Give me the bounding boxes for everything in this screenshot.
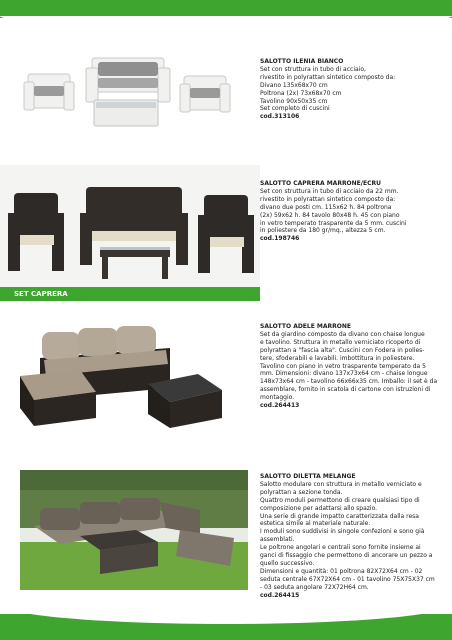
- product-line: polyrattan a sezione tonda.: [260, 488, 343, 496]
- product-line: Set completo di cuscini: [260, 105, 330, 113]
- product-desc-diletta: [260, 473, 440, 600]
- product-line: e tavolino. Struttura in metallo verniciato ricoperto di: [260, 338, 421, 346]
- product-desc-ilenia: [260, 58, 440, 121]
- product-line: mm. Dimensioni: divano 137x73x64 cm - chaise longue: [260, 370, 428, 378]
- product-line: estetica simile al materiale naturale.: [260, 520, 371, 528]
- product-line: Le poltrone angolari e centrali sono fornite insieme ai: [260, 544, 421, 552]
- bottom-green-band: [0, 614, 452, 640]
- product-line: Quattro moduli permettono di creare qualsiasi tipo di: [260, 496, 420, 504]
- product-line: Salotto modulare con struttura in metallo verniciato e: [260, 480, 422, 488]
- product-title: SALOTTO ILENIA BIANCO: [260, 58, 344, 65]
- product-line: quello successivo.: [260, 559, 315, 567]
- product-title: SALOTTO ADELE MARRONE: [260, 323, 351, 330]
- product-desc-adele: [260, 323, 440, 410]
- product-line: tere, sfoderabili e lavabili. imbottitura in poliestere.: [260, 354, 415, 362]
- product-code: cod.198746: [260, 235, 300, 243]
- top-green-band: [0, 0, 452, 18]
- product-title: SALOTTO DILETTA MELANGE: [260, 473, 356, 480]
- page-number: 4: [20, 621, 27, 632]
- product-line: Tavolino con piano in vetro trasparente temperato da 5: [260, 362, 426, 370]
- product-line: seduta centrale 67X72X64 cm - 01 tavolino 75X75X37 cm: [260, 575, 435, 583]
- product-line: Set da giardino composto da divano con chaise longue: [260, 330, 425, 338]
- product-line: Dimensioni e quantità: 01 poltrona 82X72X64 cm - 02: [260, 567, 423, 575]
- product-line: Tavolino 90x50x35 cm: [260, 97, 328, 105]
- product-line: assemblati.: [260, 536, 295, 544]
- set-label-caprera: SET CAPRERA: [0, 287, 260, 301]
- product-line: divano due posti cm. 115x62 h. 84 poltrona: [260, 203, 392, 211]
- product-line: I moduli sono suddivisi in singole confezioni e sono già: [260, 528, 425, 536]
- product-line: Una serie di grande impatto caratterizzata dalla resa: [260, 512, 419, 520]
- product-line: ganci di fissaggio che permettono di ancorare un pezzo a: [260, 552, 433, 560]
- product-line: assemblare, fornito in scatola di cartone con istruzioni di: [260, 386, 431, 394]
- product-photo-adele: [20, 318, 246, 428]
- product-line: Poltrona (2x) 73x68x70 cm: [260, 89, 342, 97]
- product-code: cod.264413: [260, 402, 300, 410]
- product-line: rivestito in polyrattan sintetico composto da:: [260, 73, 396, 81]
- product-line: in poliestere da 180 gr/mq., altezza 5 cm.: [260, 227, 386, 235]
- product-photo-diletta: [20, 470, 248, 590]
- product-code: cod.264415: [260, 591, 300, 599]
- product-line: Set con struttura in tubo di acciaio da 22 mm.: [260, 187, 399, 195]
- product-line: (2x) 59x62 h. 84 tavolo 80x48 h. 45 con piano: [260, 211, 400, 219]
- product-line: polyrattan a "fascia alta". Cuscini con Fodera in polies-: [260, 346, 425, 354]
- product-line: montaggio.: [260, 394, 295, 402]
- product-photo-ilenia: [20, 48, 242, 138]
- product-desc-caprera: [260, 180, 440, 243]
- product-line: 148x73x64 cm - tavolino 66x66x35 cm. Imballo: il set è da: [260, 378, 438, 386]
- product-line: in vetro temperato trasparente da 5 mm. cuscini: [260, 219, 407, 227]
- product-photo-caprera: [0, 165, 260, 287]
- product-code: cod.313106: [260, 113, 300, 121]
- product-line: - 03 seduta angolare 72X72H64 cm.: [260, 583, 369, 591]
- product-line: Set con struttura in tubo di acciaio,: [260, 65, 366, 73]
- product-line: Divano 135x68x70 cm: [260, 81, 328, 89]
- product-line: rivestito in polyrattan sintetico composto da:: [260, 195, 396, 203]
- product-title: SALOTTO CAPRERA MARRONE/ECRU: [260, 180, 381, 187]
- product-line: composizione per adattarsi allo spazio.: [260, 504, 378, 512]
